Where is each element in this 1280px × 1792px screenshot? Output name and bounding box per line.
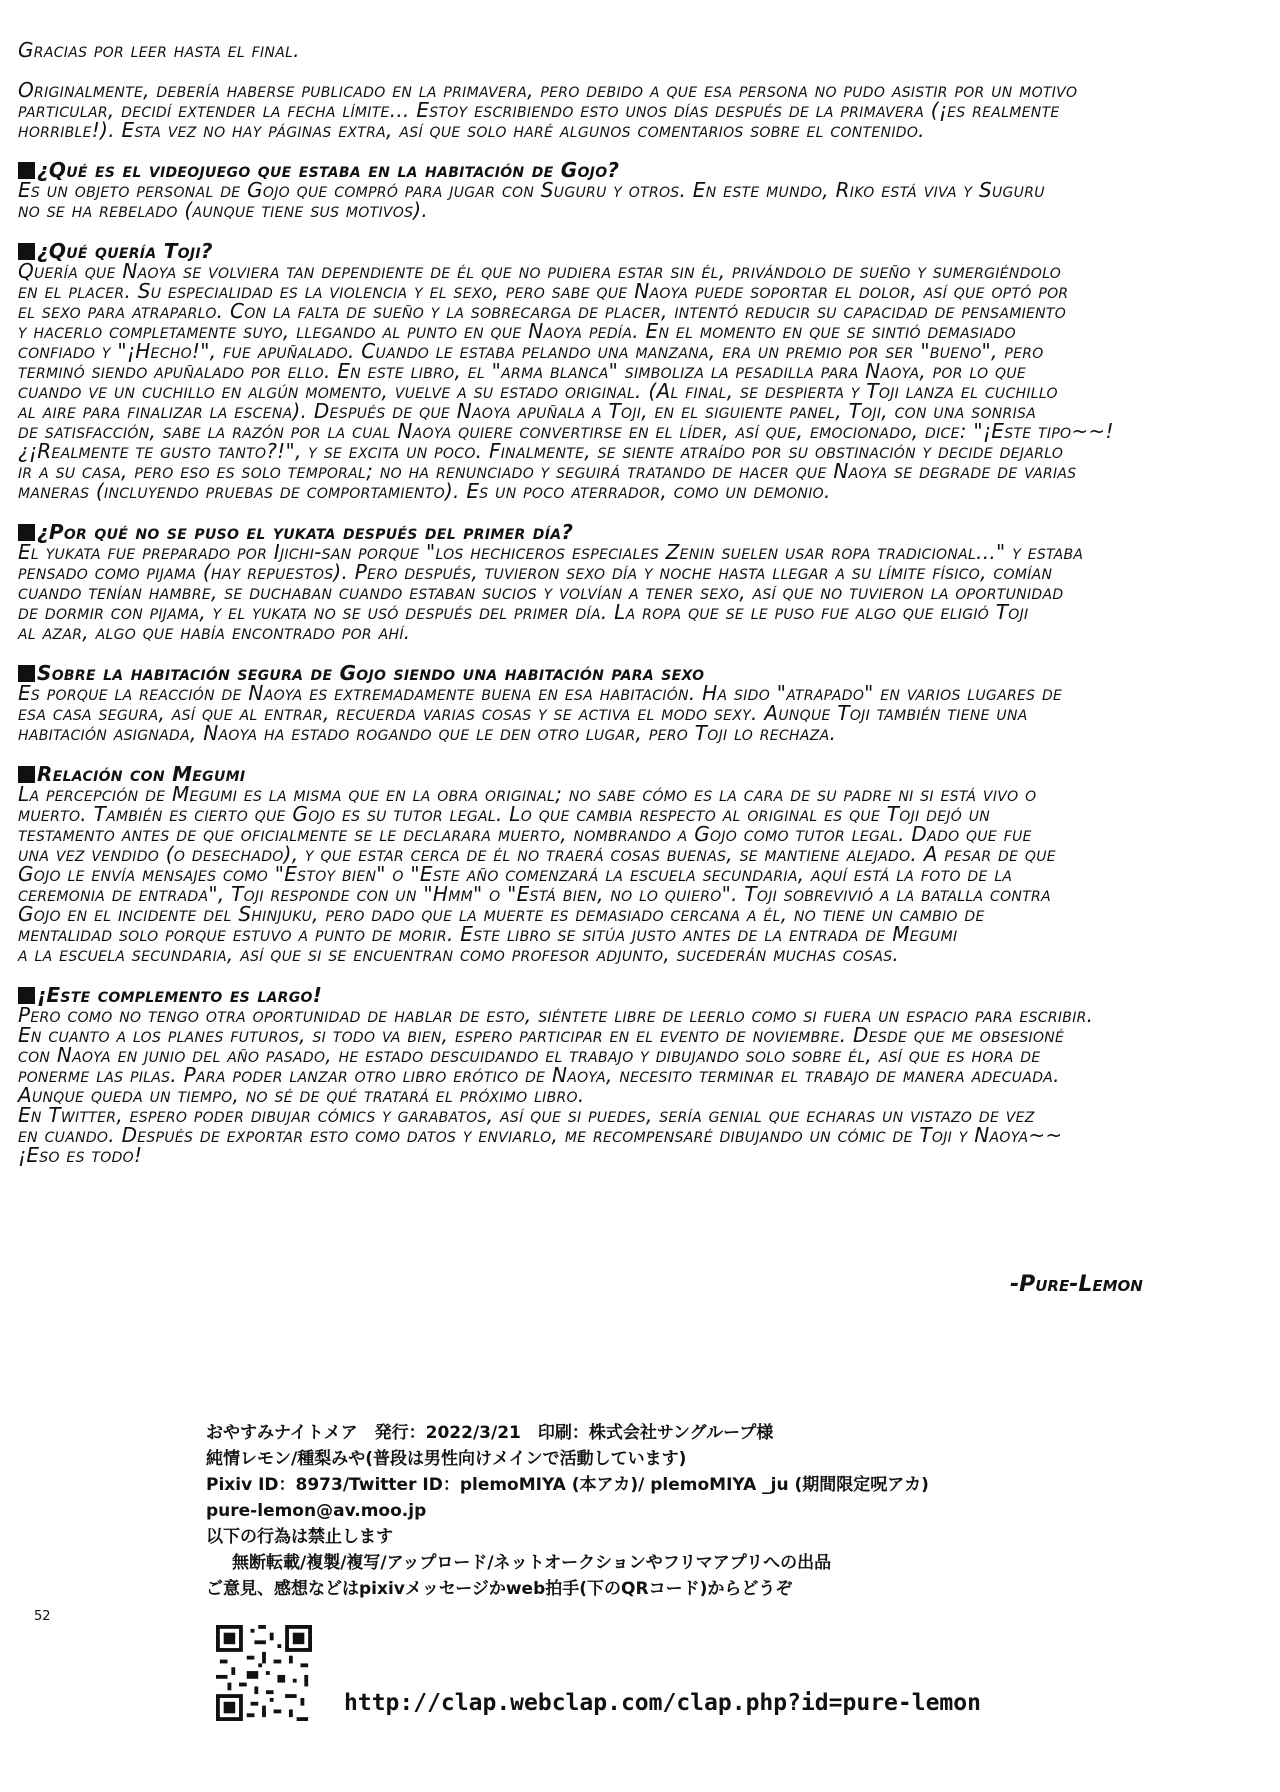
colophon-line: ご意見、感想などはpixivメッセージかweb拍手(下のQRコード)からどうぞ xyxy=(206,1579,793,1599)
section-body: El yukata fue preparado por Ijichi-san porque "los hechiceros especiales Zenin suelen usar ropa tradicional..." y estaba pensado como pijama (hay repuestos). Pero después, tuvieron sexo día y noche hasta llegar a su límite físico, comían cuando tenían hambre, se duchaban cuando estaban sucios y volvían a tener sexo, así que no tuvieron la oportunidad de dormir con pijama, y el yukata no se usó después del primer día. La ropa que se le puso fue algo que eligió Toji al azar, algo que había encontrado por ahí. xyxy=(18,540,1084,644)
bullet-square-icon xyxy=(18,162,35,179)
signature: -Pure-Lemon xyxy=(1010,1272,1143,1297)
intro-paragraph: Originalmente, debería haberse publicado en la primavera, pero debido a que esa persona no pudo asistir por un motivo particular, decidí extender la fecha límite... Estoy escribiendo esto unos días después de la primavera (¡es realmente horrible!). Esta vez no hay páginas extra, así que solo haré algunos comentarios sobre el contenido. xyxy=(18,78,1078,142)
afterword-page xyxy=(18,40,1268,1186)
section-long xyxy=(18,985,1268,1165)
section-body: Pero como no tengo otra oportunidad de hablar de esto, siéntete libre de leerlo como si fuera un espacio para escribir. En cuanto a los planes futuros, si todo va bien, espero participar en el evento de noviembre. Desde que me obsesioné con Naoya en junio del año pasado, he estado descuidando el trabajo y dibujando solo sobre él, así que es hora de ponerme las pilas. Para poder lanzar otro libro erótico de Naoya, necesito terminar el trabajo de manera adecuada. Aunque queda un tiempo, no sé de qué tratará el próximo libro. En Twitter, espero poder dibujar cómics y garabatos, así que si puedes, sería genial que echaras un vistazo de vez en cuando. Después de exportar esto como datos y enviarlo, me recompensaré dibujando un cómic de Toji y Naoya~~ ¡Eso es todo! xyxy=(18,1003,1094,1167)
section-videogame xyxy=(18,160,1268,220)
page-number: 52 xyxy=(34,1609,51,1624)
spacer xyxy=(18,60,1268,80)
bullet-square-icon xyxy=(18,987,35,1004)
thanks-line: Gracias por leer hasta el final. xyxy=(18,38,300,62)
section-heading: ¿Qué es el videojuego que estaba en la habitación de Gojo? xyxy=(18,160,1268,180)
colophon xyxy=(206,1420,929,1602)
section-heading: ¿Qué quería Toji? xyxy=(18,241,1268,261)
section-heading: ¿Por qué no se puso el yukata después del primer día? xyxy=(18,522,1268,542)
bullet-square-icon xyxy=(18,243,35,260)
webclap-url[interactable]: http://clap.webclap.com/clap.php?id=pure-lemon xyxy=(344,1690,981,1716)
section-body: Es porque la reacción de Naoya es extremadamente buena en esa habitación. Ha sido "atrapado" en varios lugares de esa casa segura, así que al entrar, recuerda varias cosas y se activa el modo sexy. Aunque Toji también tiene una habitación asignada, Naoya ha estado rogando que le den otro lugar, pero Toji lo rechaza. xyxy=(18,681,1063,745)
bullet-square-icon xyxy=(18,524,35,541)
colophon-line: 以下の行為は禁止します xyxy=(206,1527,393,1547)
section-yukata xyxy=(18,522,1268,642)
section-megumi xyxy=(18,764,1268,964)
section-heading: Sobre la habitación segura de Gojo siendo una habitación para sexo xyxy=(18,663,1268,683)
section-body: La percepción de Megumi es la misma que en la obra original; no sabe cómo es la cara de su padre ni si está vivo o muerto. También es cierto que Gojo es su tutor legal. Lo que cambia respecto al original es que Toji dejó un testamento antes de que oficialmente se le declarara muerto, nombrando a Gojo como tutor legal. Dado que fue una vez vendido (o desechado), y que estar cerca de él no traerá cosas buenas, se mantiene alejado. A pesar de que Gojo le envía mensajes como "Estoy bien" o "Este año comenzará la escuela secundaria, aquí está la foto de la ceremonia de entrada", Toji responde con un "Hmm" o "Está bien, no lo quiero". Toji sobrevivió a la batalla contra Gojo en el incidente del Shinjuku, pero dado que la muerte es demasiado cercana a él, no tiene un cambio de mentalidad solo porque estuvo a punto de morir. Este libro se sitúa justo antes de la entrada de Megumi a la escuela secundaria, así que si se encuentran como profesor adjunto, sucederán muchas cosas. xyxy=(18,782,1056,966)
colophon-email: pure-lemon@av.moo.jp xyxy=(206,1501,427,1521)
colophon-line: おやすみナイトメア 発行：2022/3/21 印刷：株式会社サングループ様 xyxy=(206,1423,774,1443)
bullet-square-icon xyxy=(18,766,35,783)
bullet-square-icon xyxy=(18,665,35,682)
section-heading: Relación con Megumi xyxy=(18,764,1268,784)
section-room xyxy=(18,663,1268,743)
colophon-line: Pixiv ID：8973/Twitter ID：plemoMIYA (本アカ)/ plemoMIYA _ju (期間限定呪アカ) xyxy=(206,1475,929,1495)
qr-code-icon xyxy=(216,1625,312,1721)
section-body: Es un objeto personal de Gojo que compró para jugar con Suguru y otros. En este mundo, Riko está viva y Suguru no se ha rebelado (aunque tiene sus motivos). xyxy=(18,178,1045,222)
section-body: Quería que Naoya se volviera tan dependiente de él que no pudiera estar sin él, privándolo de sueño y sumergiéndolo en el placer. Su especialidad es la violencia y el sexo, pero sabe que Naoya puede soportar el dolor, así que optó por el sexo para atraparlo. Con la falta de sueño y la sobrecarga de placer, intentó reducir su capacidad de pensamiento y hacerlo completamente suyo, llegando al punto en que Naoya pedía. En el momento en que se sintió demasiado confiado y "¡Hecho!", fue apuñalado. Cuando le estaba pelando una manzana, era un premio por ser "bueno", pero terminó siendo apuñalado por ello. En este libro, el "arma blanca" simboliza la pesadilla para Naoya, por lo que cuando ve un cuchillo en algún momento, vuelve a su estado original. (Al final, se despierta y Toji lanza el cuchillo al aire para finalizar la escena). Después de que Naoya apuñala a Toji, en el siguiente panel, Toji, con una sonrisa de satisfacción, sabe la razón por la cual Naoya quiere convertirse en el líder, así que, emocionado, dice: "¡Este tipo~~! ¿¡Realmente te gusto tanto?!", y se excita un poco. Finalmente, se siente atraído por su obstinación y decide dejarlo ir a su casa, pero eso es solo temporal; no ha renunciado y seguirá tratando de hacer que Naoya se degrade de varias maneras (incluyendo pruebas de comportamiento). Es un poco aterrador, como un demonio. xyxy=(18,259,1114,503)
section-heading: ¡Este complemento es largo! xyxy=(18,985,1268,1005)
colophon-line: 純情レモン/種梨みや(普段は男性向けメインで活動しています) xyxy=(206,1449,687,1469)
section-toji xyxy=(18,241,1268,501)
colophon-line: 無断転載/複製/複写/アップロード/ネットオークションやフリマアプリへの出品 xyxy=(232,1553,832,1573)
